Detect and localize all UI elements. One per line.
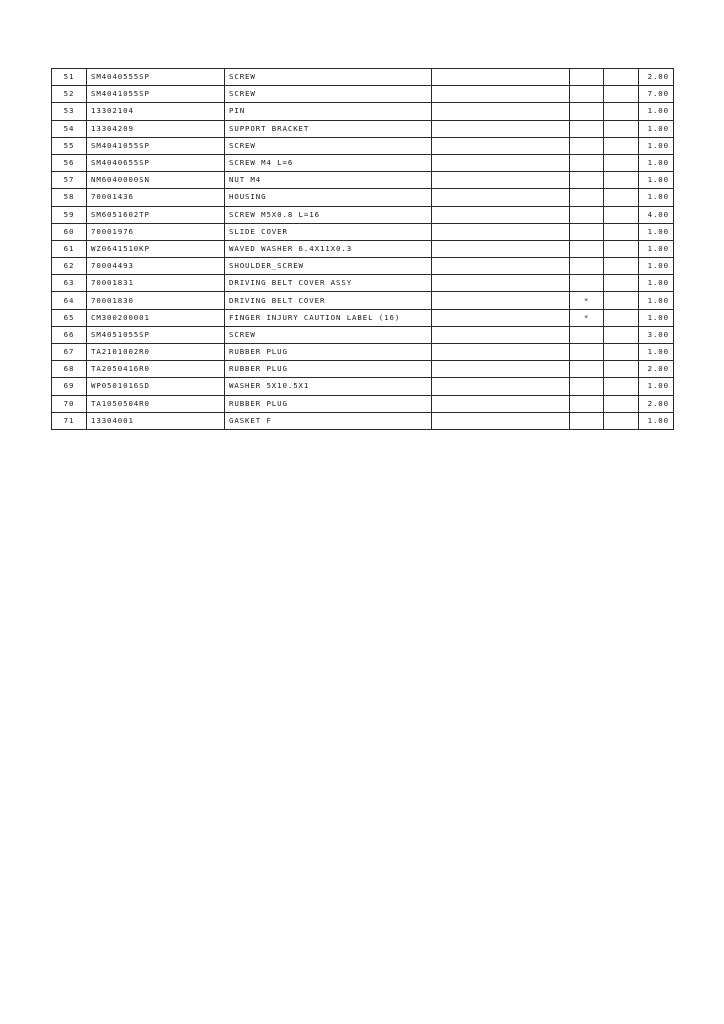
flag-cell bbox=[570, 86, 604, 103]
remark-cell bbox=[432, 309, 570, 326]
item-number-cell: 56 bbox=[52, 154, 87, 171]
quantity-cell: 1.00 bbox=[639, 378, 674, 395]
part-number-cell: CM300200001 bbox=[87, 309, 225, 326]
remark-cell bbox=[432, 344, 570, 361]
part-description-cell: SLIDE COVER bbox=[225, 223, 432, 240]
flag-cell-secondary bbox=[604, 378, 639, 395]
item-number-cell: 65 bbox=[52, 309, 87, 326]
table-row bbox=[52, 395, 674, 412]
table-row bbox=[52, 292, 674, 309]
table-row bbox=[52, 154, 674, 171]
flag-cell bbox=[570, 189, 604, 206]
remark-cell bbox=[432, 206, 570, 223]
flag-cell bbox=[570, 240, 604, 257]
part-number-cell: WP0501016SD bbox=[87, 378, 225, 395]
part-number-cell: 13304001 bbox=[87, 412, 225, 429]
remark-cell bbox=[432, 326, 570, 343]
item-number-cell: 61 bbox=[52, 240, 87, 257]
flag-cell bbox=[570, 326, 604, 343]
part-description-cell: SUPPORT BRACKET bbox=[225, 120, 432, 137]
part-description-cell: RUBBER PLUG bbox=[225, 344, 432, 361]
flag-cell-secondary bbox=[604, 412, 639, 429]
table-row bbox=[52, 86, 674, 103]
quantity-cell: 1.00 bbox=[639, 240, 674, 257]
parts-list-body bbox=[52, 69, 674, 430]
remark-cell bbox=[432, 69, 570, 86]
table-row bbox=[52, 172, 674, 189]
remark-cell bbox=[432, 292, 570, 309]
flag-cell-secondary bbox=[604, 206, 639, 223]
table-row bbox=[52, 275, 674, 292]
quantity-cell: 1.00 bbox=[639, 120, 674, 137]
flag-cell bbox=[570, 69, 604, 86]
part-description-cell: WASHER 5X10.5X1 bbox=[225, 378, 432, 395]
part-number-cell: 70001436 bbox=[87, 189, 225, 206]
flag-cell-secondary bbox=[604, 344, 639, 361]
item-number-cell: 59 bbox=[52, 206, 87, 223]
table-row bbox=[52, 103, 674, 120]
part-number-cell: SM6051602TP bbox=[87, 206, 225, 223]
part-number-cell: WZ0641510KP bbox=[87, 240, 225, 257]
part-description-cell: HOUSING bbox=[225, 189, 432, 206]
part-description-cell: WAVED WASHER 6.4X11X0.3 bbox=[225, 240, 432, 257]
flag-cell bbox=[570, 223, 604, 240]
item-number-cell: 53 bbox=[52, 103, 87, 120]
item-number-cell: 51 bbox=[52, 69, 87, 86]
part-description-cell: SCREW bbox=[225, 137, 432, 154]
flag-cell bbox=[570, 206, 604, 223]
flag-cell-secondary bbox=[604, 69, 639, 86]
table-row bbox=[52, 378, 674, 395]
part-number-cell: 13302104 bbox=[87, 103, 225, 120]
flag-cell-secondary bbox=[604, 240, 639, 257]
remark-cell bbox=[432, 361, 570, 378]
table-row bbox=[52, 137, 674, 154]
flag-cell bbox=[570, 395, 604, 412]
item-number-cell: 71 bbox=[52, 412, 87, 429]
table-row bbox=[52, 258, 674, 275]
quantity-cell: 2.00 bbox=[639, 69, 674, 86]
table-row bbox=[52, 412, 674, 429]
quantity-cell: 1.00 bbox=[639, 103, 674, 120]
part-description-cell: RUBBER PLUG bbox=[225, 361, 432, 378]
flag-cell-secondary bbox=[604, 292, 639, 309]
part-description-cell: SCREW bbox=[225, 86, 432, 103]
flag-cell bbox=[570, 137, 604, 154]
part-description-cell: PIN bbox=[225, 103, 432, 120]
flag-cell bbox=[570, 258, 604, 275]
remark-cell bbox=[432, 103, 570, 120]
flag-cell-secondary bbox=[604, 258, 639, 275]
part-description-cell: RUBBER PLUG bbox=[225, 395, 432, 412]
remark-cell bbox=[432, 86, 570, 103]
item-number-cell: 54 bbox=[52, 120, 87, 137]
flag-cell-secondary bbox=[604, 326, 639, 343]
item-number-cell: 66 bbox=[52, 326, 87, 343]
part-description-cell: SCREW M4 L=6 bbox=[225, 154, 432, 171]
item-number-cell: 69 bbox=[52, 378, 87, 395]
quantity-cell: 2.00 bbox=[639, 395, 674, 412]
part-description-cell: DRIVING BELT COVER bbox=[225, 292, 432, 309]
item-number-cell: 55 bbox=[52, 137, 87, 154]
flag-cell bbox=[570, 412, 604, 429]
part-number-cell: 70001976 bbox=[87, 223, 225, 240]
quantity-cell: 1.00 bbox=[639, 172, 674, 189]
part-description-cell: GASKET F bbox=[225, 412, 432, 429]
part-number-cell: SM4051055SP bbox=[87, 326, 225, 343]
table-row bbox=[52, 361, 674, 378]
part-description-cell: FINGER INJURY CAUTION LABEL (16) bbox=[225, 309, 432, 326]
item-number-cell: 52 bbox=[52, 86, 87, 103]
flag-cell-secondary bbox=[604, 172, 639, 189]
part-description-cell: SCREW M5X0.8 L=16 bbox=[225, 206, 432, 223]
table-row bbox=[52, 240, 674, 257]
flag-cell bbox=[570, 361, 604, 378]
remark-cell bbox=[432, 412, 570, 429]
item-number-cell: 63 bbox=[52, 275, 87, 292]
item-number-cell: 67 bbox=[52, 344, 87, 361]
flag-cell-secondary bbox=[604, 189, 639, 206]
remark-cell bbox=[432, 154, 570, 171]
part-number-cell: TA2101002R0 bbox=[87, 344, 225, 361]
remark-cell bbox=[432, 223, 570, 240]
part-description-cell: DRIVING BELT COVER ASSY bbox=[225, 275, 432, 292]
table-row bbox=[52, 344, 674, 361]
part-description-cell: SHOULDER_SCREW bbox=[225, 258, 432, 275]
part-number-cell: 70001830 bbox=[87, 292, 225, 309]
quantity-cell: 3.00 bbox=[639, 326, 674, 343]
flag-cell bbox=[570, 275, 604, 292]
quantity-cell: 7.00 bbox=[639, 86, 674, 103]
flag-cell: * bbox=[570, 309, 604, 326]
table-row bbox=[52, 120, 674, 137]
table-row bbox=[52, 223, 674, 240]
item-number-cell: 60 bbox=[52, 223, 87, 240]
item-number-cell: 62 bbox=[52, 258, 87, 275]
table-row bbox=[52, 206, 674, 223]
remark-cell bbox=[432, 378, 570, 395]
quantity-cell: 1.00 bbox=[639, 189, 674, 206]
remark-cell bbox=[432, 189, 570, 206]
remark-cell bbox=[432, 120, 570, 137]
part-number-cell: TA1050504R0 bbox=[87, 395, 225, 412]
part-number-cell: 70001831 bbox=[87, 275, 225, 292]
flag-cell-secondary bbox=[604, 223, 639, 240]
remark-cell bbox=[432, 137, 570, 154]
part-number-cell: TA2050416R0 bbox=[87, 361, 225, 378]
remark-cell bbox=[432, 258, 570, 275]
parts-list-table bbox=[51, 68, 674, 430]
part-number-cell: SM4040655SP bbox=[87, 154, 225, 171]
remark-cell bbox=[432, 395, 570, 412]
quantity-cell: 1.00 bbox=[639, 223, 674, 240]
flag-cell-secondary bbox=[604, 361, 639, 378]
flag-cell-secondary bbox=[604, 120, 639, 137]
quantity-cell: 1.00 bbox=[639, 258, 674, 275]
item-number-cell: 64 bbox=[52, 292, 87, 309]
remark-cell bbox=[432, 275, 570, 292]
quantity-cell: 1.00 bbox=[639, 137, 674, 154]
part-description-cell: SCREW bbox=[225, 69, 432, 86]
part-number-cell: 70004493 bbox=[87, 258, 225, 275]
flag-cell: * bbox=[570, 292, 604, 309]
flag-cell-secondary bbox=[604, 86, 639, 103]
quantity-cell: 4.00 bbox=[639, 206, 674, 223]
quantity-cell: 2.00 bbox=[639, 361, 674, 378]
quantity-cell: 1.00 bbox=[639, 292, 674, 309]
flag-cell bbox=[570, 103, 604, 120]
flag-cell-secondary bbox=[604, 395, 639, 412]
quantity-cell: 1.00 bbox=[639, 275, 674, 292]
quantity-cell: 1.00 bbox=[639, 309, 674, 326]
quantity-cell: 1.00 bbox=[639, 344, 674, 361]
flag-cell bbox=[570, 172, 604, 189]
item-number-cell: 68 bbox=[52, 361, 87, 378]
remark-cell bbox=[432, 240, 570, 257]
quantity-cell: 1.00 bbox=[639, 154, 674, 171]
part-description-cell: NUT M4 bbox=[225, 172, 432, 189]
flag-cell-secondary bbox=[604, 103, 639, 120]
part-number-cell: SM4040555SP bbox=[87, 69, 225, 86]
part-description-cell: SCREW bbox=[225, 326, 432, 343]
flag-cell-secondary bbox=[604, 154, 639, 171]
flag-cell bbox=[570, 378, 604, 395]
remark-cell bbox=[432, 172, 570, 189]
part-number-cell: 13304209 bbox=[87, 120, 225, 137]
item-number-cell: 57 bbox=[52, 172, 87, 189]
part-number-cell: SM4041055SP bbox=[87, 137, 225, 154]
table-row bbox=[52, 309, 674, 326]
table-row bbox=[52, 189, 674, 206]
table-row bbox=[52, 69, 674, 86]
item-number-cell: 58 bbox=[52, 189, 87, 206]
part-number-cell: SM4041055SP bbox=[87, 86, 225, 103]
table-row bbox=[52, 326, 674, 343]
flag-cell-secondary bbox=[604, 137, 639, 154]
flag-cell-secondary bbox=[604, 275, 639, 292]
quantity-cell: 1.00 bbox=[639, 412, 674, 429]
part-number-cell: NM6040000SN bbox=[87, 172, 225, 189]
flag-cell bbox=[570, 120, 604, 137]
flag-cell-secondary bbox=[604, 309, 639, 326]
flag-cell bbox=[570, 154, 604, 171]
item-number-cell: 70 bbox=[52, 395, 87, 412]
flag-cell bbox=[570, 344, 604, 361]
